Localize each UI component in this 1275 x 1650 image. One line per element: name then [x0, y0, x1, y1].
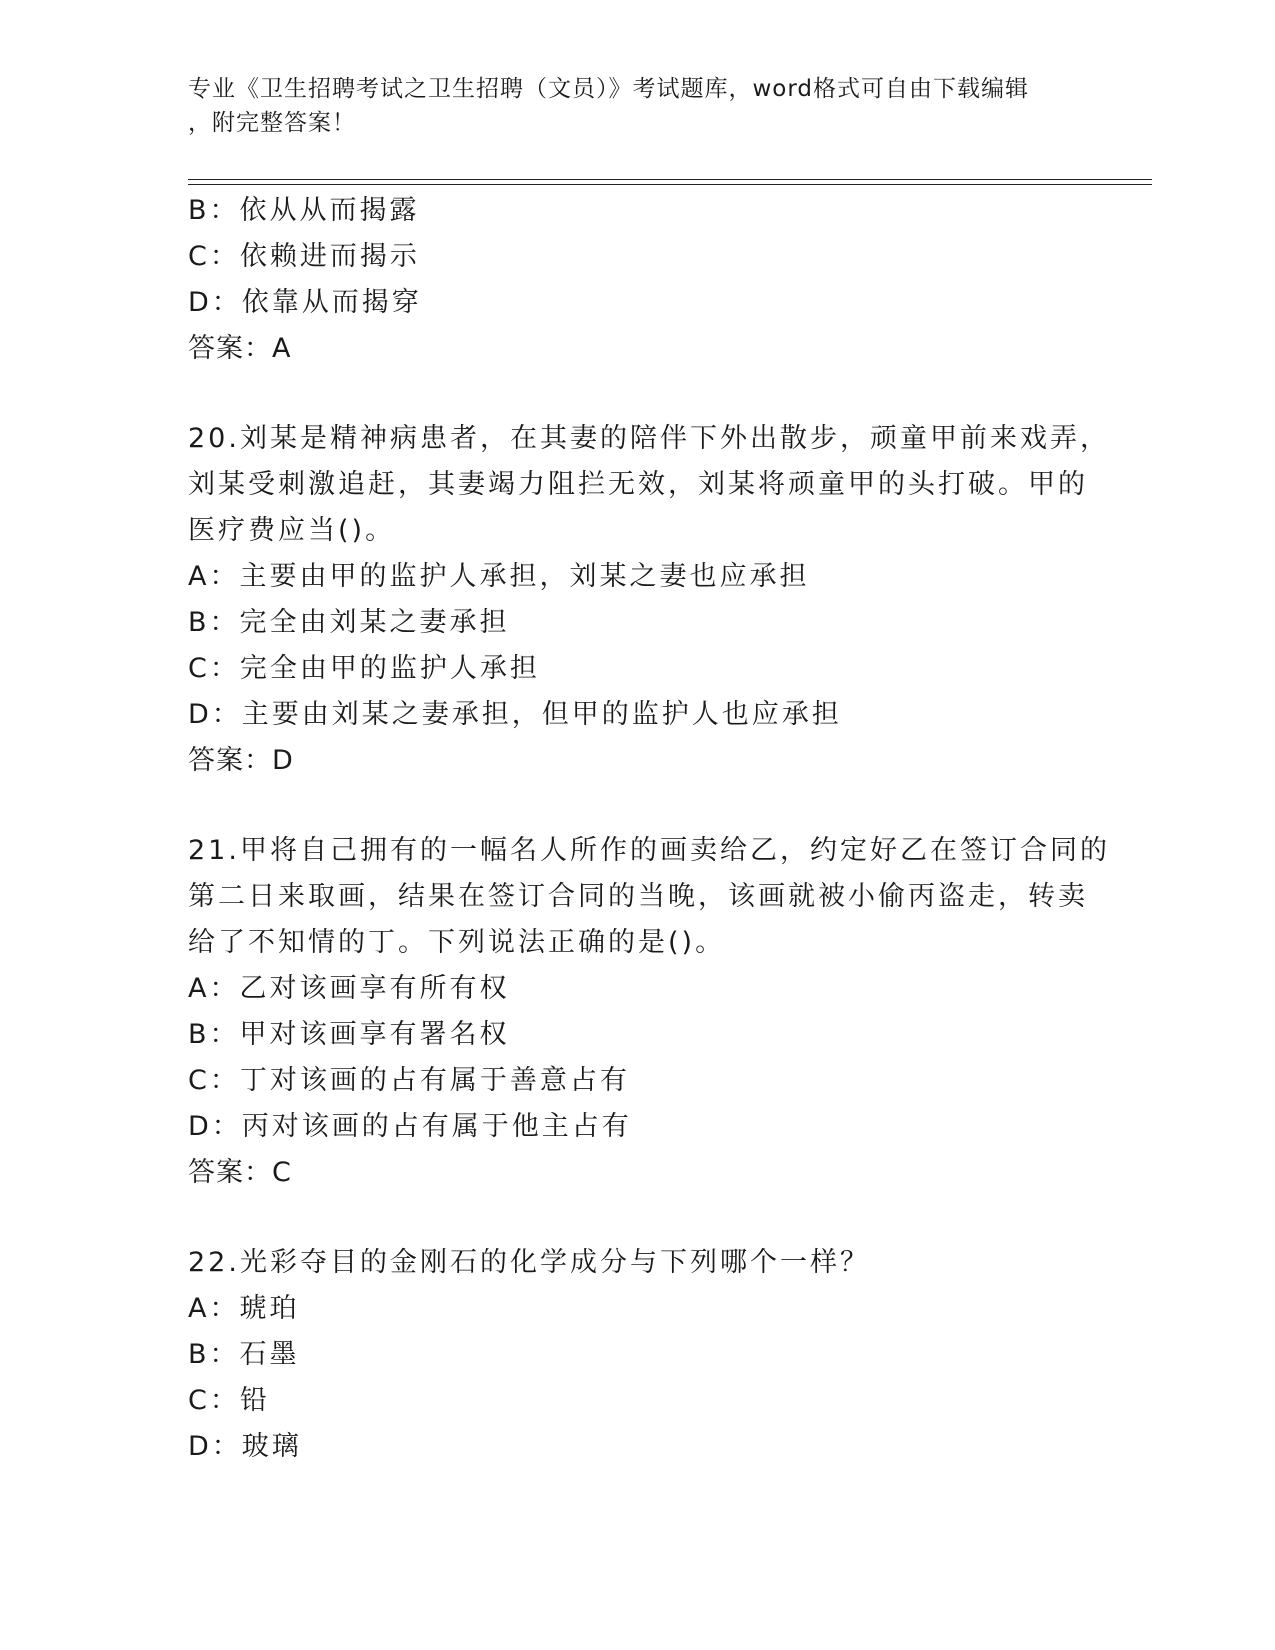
question-stem-line: 21.甲将自己拥有的一幅名人所作的画卖给乙，约定好乙在签订合同的 — [188, 835, 1110, 866]
option-c: C：丁对该画的占有属于善意占有 — [188, 1065, 630, 1096]
option-c: C：依赖进而揭示 — [188, 241, 420, 272]
header-line-1: 专业《卫生招聘考试之卫生招聘（文员）》考试题库，word格式可自由下载编辑 — [188, 76, 1030, 102]
question-19-tail — [188, 188, 1088, 372]
option-b: B：石墨 — [188, 1339, 300, 1370]
option-b: B：甲对该画享有署名权 — [188, 1019, 510, 1050]
option-d: D：玻璃 — [188, 1431, 302, 1462]
option-a: A：乙对该画享有所有权 — [188, 973, 510, 1004]
option-d: D：依靠从而揭穿 — [188, 287, 422, 318]
answer: 答案：A — [188, 333, 292, 364]
question-list — [188, 188, 1110, 1470]
option-a: A：主要由甲的监护人承担，刘某之妻也应承担 — [188, 561, 810, 592]
question-stem-line: 给了不知情的丁。下列说法正确的是()。 — [188, 927, 726, 958]
option-a: A：琥珀 — [188, 1293, 300, 1324]
question-20 — [188, 416, 1110, 784]
header-divider-top — [188, 179, 1152, 180]
answer: 答案：D — [188, 745, 294, 776]
option-c: C：完全由甲的监护人承担 — [188, 653, 540, 684]
option-c: C：铅 — [188, 1385, 270, 1416]
option-b: B：依从从而揭露 — [188, 195, 420, 226]
question-22 — [188, 1240, 1088, 1470]
question-stem-line: 20.刘某是精神病患者，在其妻的陪伴下外出散步，顽童甲前来戏弄， — [188, 423, 1110, 454]
question-stem-line: 第二日来取画，结果在签订合同的当晚，该画就被小偷丙盗走，转卖 — [188, 881, 1088, 912]
header-line-2: ，附完整答案！ — [188, 110, 356, 136]
document-header — [188, 72, 1068, 140]
question-stem-line: 医疗费应当()。 — [188, 515, 396, 546]
answer: 答案：C — [188, 1157, 292, 1188]
option-d: D：丙对该画的占有属于他主占有 — [188, 1111, 632, 1142]
option-d: D：主要由刘某之妻承担，但甲的监护人也应承担 — [188, 699, 842, 730]
question-21 — [188, 828, 1110, 1196]
header-divider-bottom — [188, 184, 1152, 185]
question-stem-line: 刘某受刺激追赶，其妻竭力阻拦无效，刘某将顽童甲的头打破。甲的 — [188, 469, 1088, 500]
option-b: B：完全由刘某之妻承担 — [188, 607, 510, 638]
question-stem-line: 22.光彩夺目的金刚石的化学成分与下列哪个一样？ — [188, 1247, 870, 1278]
